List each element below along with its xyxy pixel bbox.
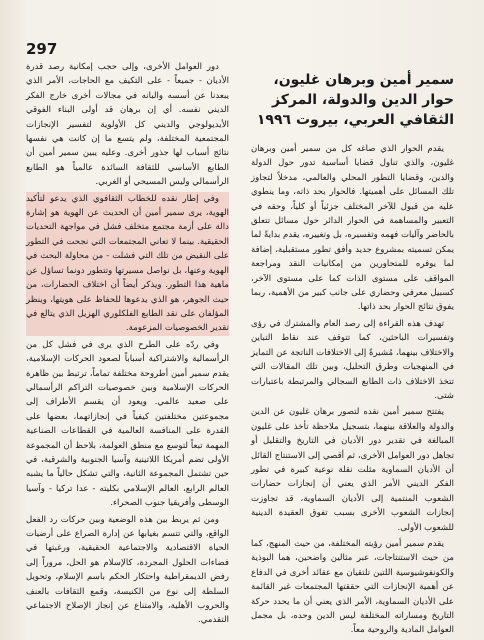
- body-paragraph: يفتتح سمير أمين نقده لتصور برهان غليون عن الدين والدولة والعلاقة بينهما، بتسجيل ملاحظة تأخذ على غليون المبالغة في تقدير دور الأديان في التاريخ والتقليل أو تجاهل دور العوامل الأخرى، ثم أقصي إلى الاستنتاج القائل أن الأديان السماوية مثلت نقلة نوعية كبيرة في تطور الفكر الديني الأمر الذي يعني أن إنجازات حضارات الشعوب المنتمية إلى الأديان السماوية، قد تجاوزت إنجازات الشعوب الأخرى بسبب تفوق العقيدة الدينية للشعوب الأولى.: [251, 407, 454, 533]
- body-paragraph: وفي ردّه على الطرح الذي يرى في فشل كل من الرأسمالية والاشتراكية أسباباً لصعود الحركات الإسلامية، يقدم سمير أمين أطروحة مختلفة تماماً، ترتبط بين ظاهرة الحركات الإسلامية وبين خصوصيات التراكم الرأسمالي على صعيد عالمي. ويعود أن يقسم الأطراف إلى مجموعتين مختلفتين كيفياً في إنجازاتهما، بعضها على القدرة على المنافسة العالمية في القطاعات الصناعية المهمة تبعاً لتوسع مع منطق العولمة، بلاحظ أن المجموعة الأولى تضم أمريكا اللاتينية وآسيا الجنوبية والشرقية، في حين تشتمل المجموعة الثانية، والتي تشكل حالياً ما يشبه العالم الرابع، العالم الإسلامي بكليته - عدا تركيا - وآسيا الوسطى وأفريقيا جنوب الصحراء.: [26, 339, 229, 509]
- article-title: سمير أمين وبرهان غليون، حوار الدين والدولة، المركز الثقافي العربي، بيروت ١٩٩٦: [256, 72, 454, 128]
- page-number: 297: [26, 40, 58, 58]
- highlighted-paragraph: وفي إطار نقده للخطاب الثقافوي الذي يدعو لتأكيد الهوية، يرى سمير أمين أن الحديث عن الهوية هو إشارة دالة على أزمة مجتمع متخلف فشل في مواجهة التحديات الحقيقية. بينما لا تعاني المجتمعات التي نجحت في التطور على النقيض من تلك التي فشلت - من محاولة البحث في الهوية وعنها، بل نواصل مسيرتها وتتطور دونما تساؤل عن ماهية هذا التطور. ويذكر أيضاً أن اختلاف الحضارات، من حيث الجوهر، هو الذي يدعوها للحفاظ على هويتها، وينظر المؤلفان على نقد الطابع الفلكلوري الهزيل الذي يتالع في تقدير الخصوصيات المزعومة.: [26, 192, 229, 336]
- left-column: [26, 60, 229, 630]
- body-paragraph: ومن ثم يربط بين هذه الوضعية وبين حركات رد الفعل الواقع، والتي تتسم بغيابها عن إدارة الصراع على أرضيات الحياة الاقتصادية والاجتماعية الحقيقية، ورغبتها في فضاءات الحلول المجردة، كالإسلام هو الحل، مروراً إلى رفض الديمقراطية واحتكار الحكم باسم الإسلام، وتحويل السلطة إلى نوع من الكنيسة، وقمع الثقافات بالعنف والحروب الأهلية، والامتناع عن إنجاز الإصلاح الاجتماعي التقدمي.: [26, 514, 229, 626]
- body-paragraph: دور العوامل الأخرى، وإلى حجب إمكانية رصد قدرة الأديان - جميعاً - على التكيف مع الحاجات، الأمر الذي يبعدنا عن أسسه والبانه في مجالات أخرى خارج الفكر الديني نفسه. أي إن برهان قد أولى البناء الفوقي الأيديولوجي والديني كل الأولوية لتفسير الإنجازات المجتمعية المختلفة، ولم يتسع ما إن كانت هي نفسها نتائج أسباب لها جذور أخرى. وعليه يبين سمير أمين أن الطابع الأساسي للثقافة السائدة عالمياً هو الطابع الرأسمالي وليس المسيحي أو الغربي.: [26, 62, 229, 188]
- body-paragraph: يقدم سمير أمين رؤيته المختلفة، من حيث المنهج، كما من حيث الاستنتاجات، عبر مثالين واضحين، هما البوذية والكونفوشيوسية اللتين تلتقيان مع عقائد أخرى في الدفاع عن أهمية الإنجازات التي حققتها المجتمعات غير القائمة على الأديان السماوية، الأمر الذي يعني أن ما يحدد حركة التاريخ ومساراته المختلفة ليس الدين وحده، بل مجمل العوامل المادية والروحية معاً.: [251, 538, 454, 636]
- body-paragraph: تهدف هذه القراءة إلى رصد العام والمشترك في رؤى وتفسيرات الباحثين، كما تتوقف عند نقاط التباين والاختلاف بينهما، مُشيرةً إلى الاختلافات الناتجة عن التمايز في المنهجيات وطرق التحليل، وبين تلك المقالات التي تتخذ الاختلاف ذات الطابع السجالي والمرتبطة باعتبارات شتى.: [251, 318, 454, 401]
- right-column: [251, 60, 454, 636]
- body-paragraph: يقدم الحوار الذي صاغه كل من سمير أمين وبرهان غليون، والذي تناول قضايا أساسية تدور حول الدولة والدين، وقضايا التطور المحلي والعالمي، مدخلاً لتجاوز تلك المسائل على أهميتها. فالحوار بحد ذاته، وما ينطوي عليه من قبول للآخر المختلف جزئياً أو كلياً، وحقه في التعبير والمساهمة في الحوار الدائر حول مسائل تتعلق بالحاضر وآليات فهمه وتفسيره، بل وتغييره، يقدم بدايةً لما يمكن تسميته بمشروع جديد وأفق تطور مستقبلية، إضافة لما يوفره للمتحاورين من إمكانيات النقد ومراجعة المواقف على مستوى الذات كما على مستوى الآخر، كسبيل معرفي وحضاري على جانب كبير من الأهمية، ربما يفوق نتائج الحوار بحد ذاتها.: [251, 144, 454, 313]
